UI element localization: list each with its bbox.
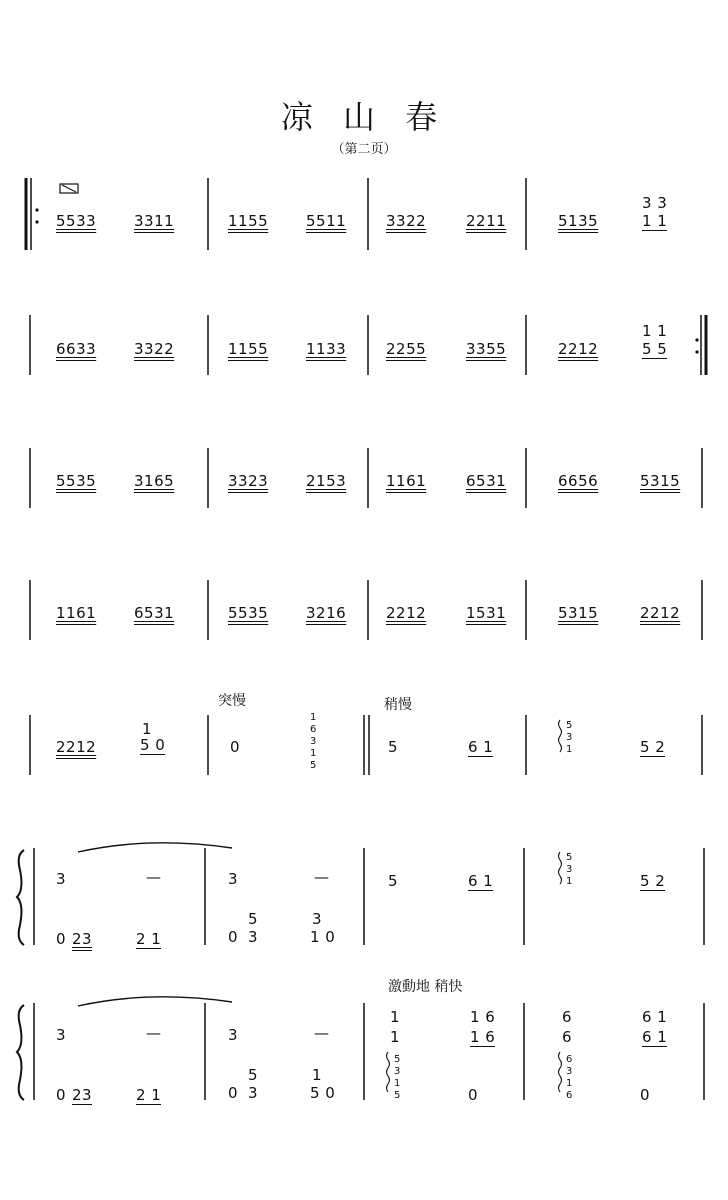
note-group: 5 0 — [310, 1084, 336, 1102]
note-upper: 1 — [390, 1008, 401, 1026]
note-group: 3311 — [134, 212, 175, 230]
note-group: 5315 — [558, 604, 599, 622]
chord-note: 3 — [394, 1066, 401, 1077]
note-group: 6 1 — [468, 872, 494, 890]
chord-note: 5 — [566, 720, 573, 731]
note-group: 6 1 — [468, 738, 494, 756]
note: 0 — [56, 930, 67, 948]
note: 3 — [248, 1084, 259, 1102]
note-group: 1155 — [228, 340, 269, 358]
note-upper: 1 — [142, 720, 153, 738]
note-group: 2212 — [640, 604, 681, 622]
tempo-excited-fast: 激動地 稍快 — [388, 979, 463, 995]
dash: — — [314, 1024, 330, 1042]
chord-note: 1 — [566, 1078, 573, 1089]
note-group: 6531 — [466, 472, 507, 490]
note-group: 6 1 — [642, 1028, 668, 1046]
note-group: 3322 — [386, 212, 427, 230]
chord-note: 3 — [566, 1066, 573, 1077]
chord-note: 6 — [566, 1054, 573, 1065]
note-group: 2212 — [558, 340, 599, 358]
note-upper: 5 — [248, 1066, 259, 1084]
dash: — — [146, 1024, 162, 1042]
note-group: 5315 — [640, 472, 681, 490]
note: 3 — [228, 870, 239, 888]
note: 5 — [388, 872, 399, 890]
chord-note: 6 — [310, 724, 317, 735]
note-group: 2 1 — [136, 930, 162, 948]
note-group: 5 0 — [140, 736, 166, 754]
note-upper: 5 — [248, 910, 259, 928]
note-group: 2212 — [386, 604, 427, 622]
note-group: 5 5 — [642, 340, 668, 358]
note-upper: 3 — [312, 910, 323, 928]
note-group: 1 0 — [310, 928, 336, 946]
chord-note: 5 — [566, 852, 573, 863]
dash: — — [146, 868, 162, 886]
note-group: 2211 — [466, 212, 507, 230]
note-group: 1161 — [386, 472, 427, 490]
note-group: 3216 — [306, 604, 347, 622]
note-group: 1 1 — [642, 212, 668, 230]
note-group: 5535 — [56, 472, 97, 490]
chord-note: 5 — [394, 1090, 401, 1101]
tempo-sudden-slow: 突慢 — [218, 693, 246, 709]
note-group: 3323 — [228, 472, 269, 490]
note-upper: 3 3 — [642, 194, 668, 212]
rest: 0 — [468, 1086, 479, 1104]
note: 3 — [56, 1026, 67, 1044]
note-group: 3355 — [466, 340, 507, 358]
chord-note: 6 — [566, 1090, 573, 1101]
chord-note: 1 — [310, 712, 317, 723]
note: 0 — [56, 1086, 67, 1104]
note: 0 — [228, 928, 239, 946]
note-upper: 6 — [562, 1008, 573, 1026]
chord-note: 5 — [394, 1054, 401, 1065]
rest: 0 — [640, 1086, 651, 1104]
note-group: 6531 — [134, 604, 175, 622]
note-group: 5 2 — [640, 738, 666, 756]
note-group: 5511 — [306, 212, 347, 230]
note-group: 1 6 — [470, 1008, 496, 1026]
tempo-slightly-slow: 稍慢 — [384, 697, 412, 713]
note-group: 5533 — [56, 212, 97, 230]
note: 6 — [562, 1028, 573, 1046]
page-subtitle: （第二页） — [331, 142, 397, 157]
chord-note: 1 — [566, 744, 573, 755]
note: 1 — [390, 1028, 401, 1046]
chord-note: 3 — [566, 864, 573, 875]
note-group: 5535 — [228, 604, 269, 622]
note-group: 3322 — [134, 340, 175, 358]
note-group: 5 2 — [640, 872, 666, 890]
note: 3 — [56, 870, 67, 888]
rest: 0 — [230, 738, 241, 756]
note: 3 — [228, 1026, 239, 1044]
note-group: 6 1 — [642, 1008, 668, 1026]
note-group: 5135 — [558, 212, 599, 230]
chord-note: 1 — [566, 876, 573, 887]
note-group: 6656 — [558, 472, 599, 490]
chord-note: 3 — [310, 736, 317, 747]
note: 0 — [228, 1084, 239, 1102]
note-group: 1 6 — [470, 1028, 496, 1046]
note-group: 1133 — [306, 340, 347, 358]
note-upper: 1 — [312, 1066, 323, 1084]
note: 5 — [388, 738, 399, 756]
note-group: 2 1 — [136, 1086, 162, 1104]
note-group: 2212 — [56, 738, 97, 756]
chord-note: 1 — [310, 748, 317, 759]
note-group: 1161 — [56, 604, 97, 622]
note-group: 1531 — [466, 604, 507, 622]
note-upper: 1 1 — [642, 322, 668, 340]
note-group: 2255 — [386, 340, 427, 358]
note-group: 3165 — [134, 472, 175, 490]
chord-note: 5 — [310, 760, 317, 771]
note-group: 23 — [72, 1086, 93, 1104]
note-group: 1155 — [228, 212, 269, 230]
note-group: 23 — [72, 930, 93, 948]
page-title: 凉 山 春 — [280, 98, 448, 136]
note: 3 — [248, 928, 259, 946]
dash: — — [314, 868, 330, 886]
chord-note: 1 — [394, 1078, 401, 1089]
chord-note: 3 — [566, 732, 573, 743]
note-group: 2153 — [306, 472, 347, 490]
note-group: 6633 — [56, 340, 97, 358]
